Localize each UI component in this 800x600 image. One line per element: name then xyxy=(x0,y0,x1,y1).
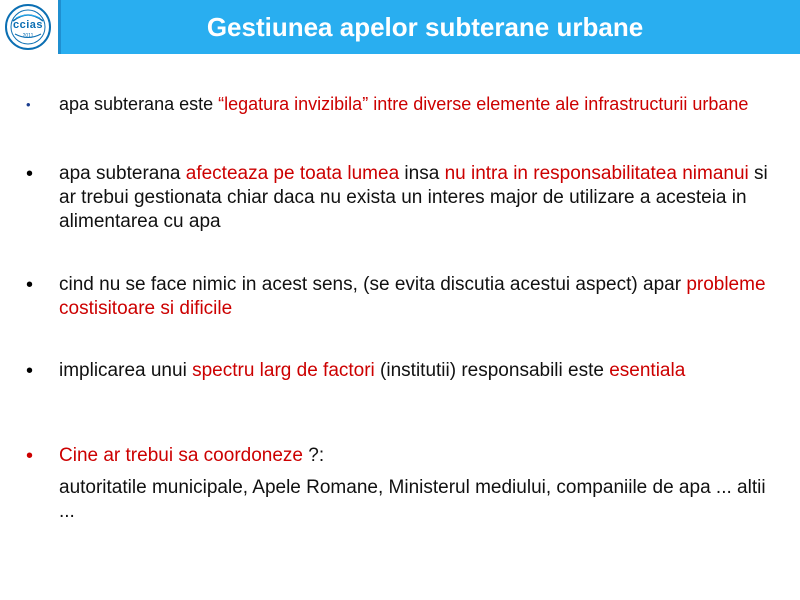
bullet-marker: • xyxy=(26,97,31,112)
bullet-highlight: spectru larg de factori xyxy=(192,360,375,381)
bullet-text xyxy=(59,162,779,234)
bullet-highlight: nu intra in responsabilitatea nimanui xyxy=(444,163,749,184)
bullet-highlight: afecteaza pe toata lumea xyxy=(185,163,400,184)
bullet-marker: • xyxy=(26,163,34,185)
followup-text: autoritatile municipale, Apele Romane, Ministerul mediului, companiile de apa ... altii ... xyxy=(59,477,766,522)
bullet-text xyxy=(59,444,779,468)
bullet-marker: • xyxy=(26,274,34,296)
bullet-text-part: implicarea unui xyxy=(59,360,193,381)
page-title: Gestiunea apelor subterane urbane xyxy=(206,12,644,42)
bullet-text-part: cind nu se face nimic in acest sens, (se evita discutia acestui aspect) apar xyxy=(59,274,687,295)
bullet-text-part: insa xyxy=(399,163,445,184)
bullet-highlight: esentiala xyxy=(609,360,686,381)
bullet-text xyxy=(59,273,779,321)
bullet-text-part: si ar trebui gestionata chiar daca nu exista un interes major de utilizare a acesteia in alimentarea cu apa xyxy=(59,163,768,232)
bullet-highlight: Cine ar trebui sa coordoneze xyxy=(59,445,303,466)
bullet-highlight: probleme costisitoare si dificile xyxy=(59,274,766,319)
logo-year: 2011 xyxy=(22,33,34,39)
bullet-text-part: apa subterana xyxy=(59,163,186,184)
bullet-text xyxy=(59,93,779,115)
bullet-text xyxy=(59,359,779,383)
bullet-highlight: “legatura invizibila” intre diverse elemente ale infrastructurii urbane xyxy=(218,94,749,114)
bullet-marker: • xyxy=(26,445,34,467)
bullet-text-part: apa subterana este xyxy=(59,94,219,114)
logo-name: ccias xyxy=(12,19,44,31)
bullet-marker: • xyxy=(26,360,34,382)
bullet-text-part: (institutii) responsabili este xyxy=(374,360,610,381)
bullet-text-part: ?: xyxy=(302,445,325,466)
